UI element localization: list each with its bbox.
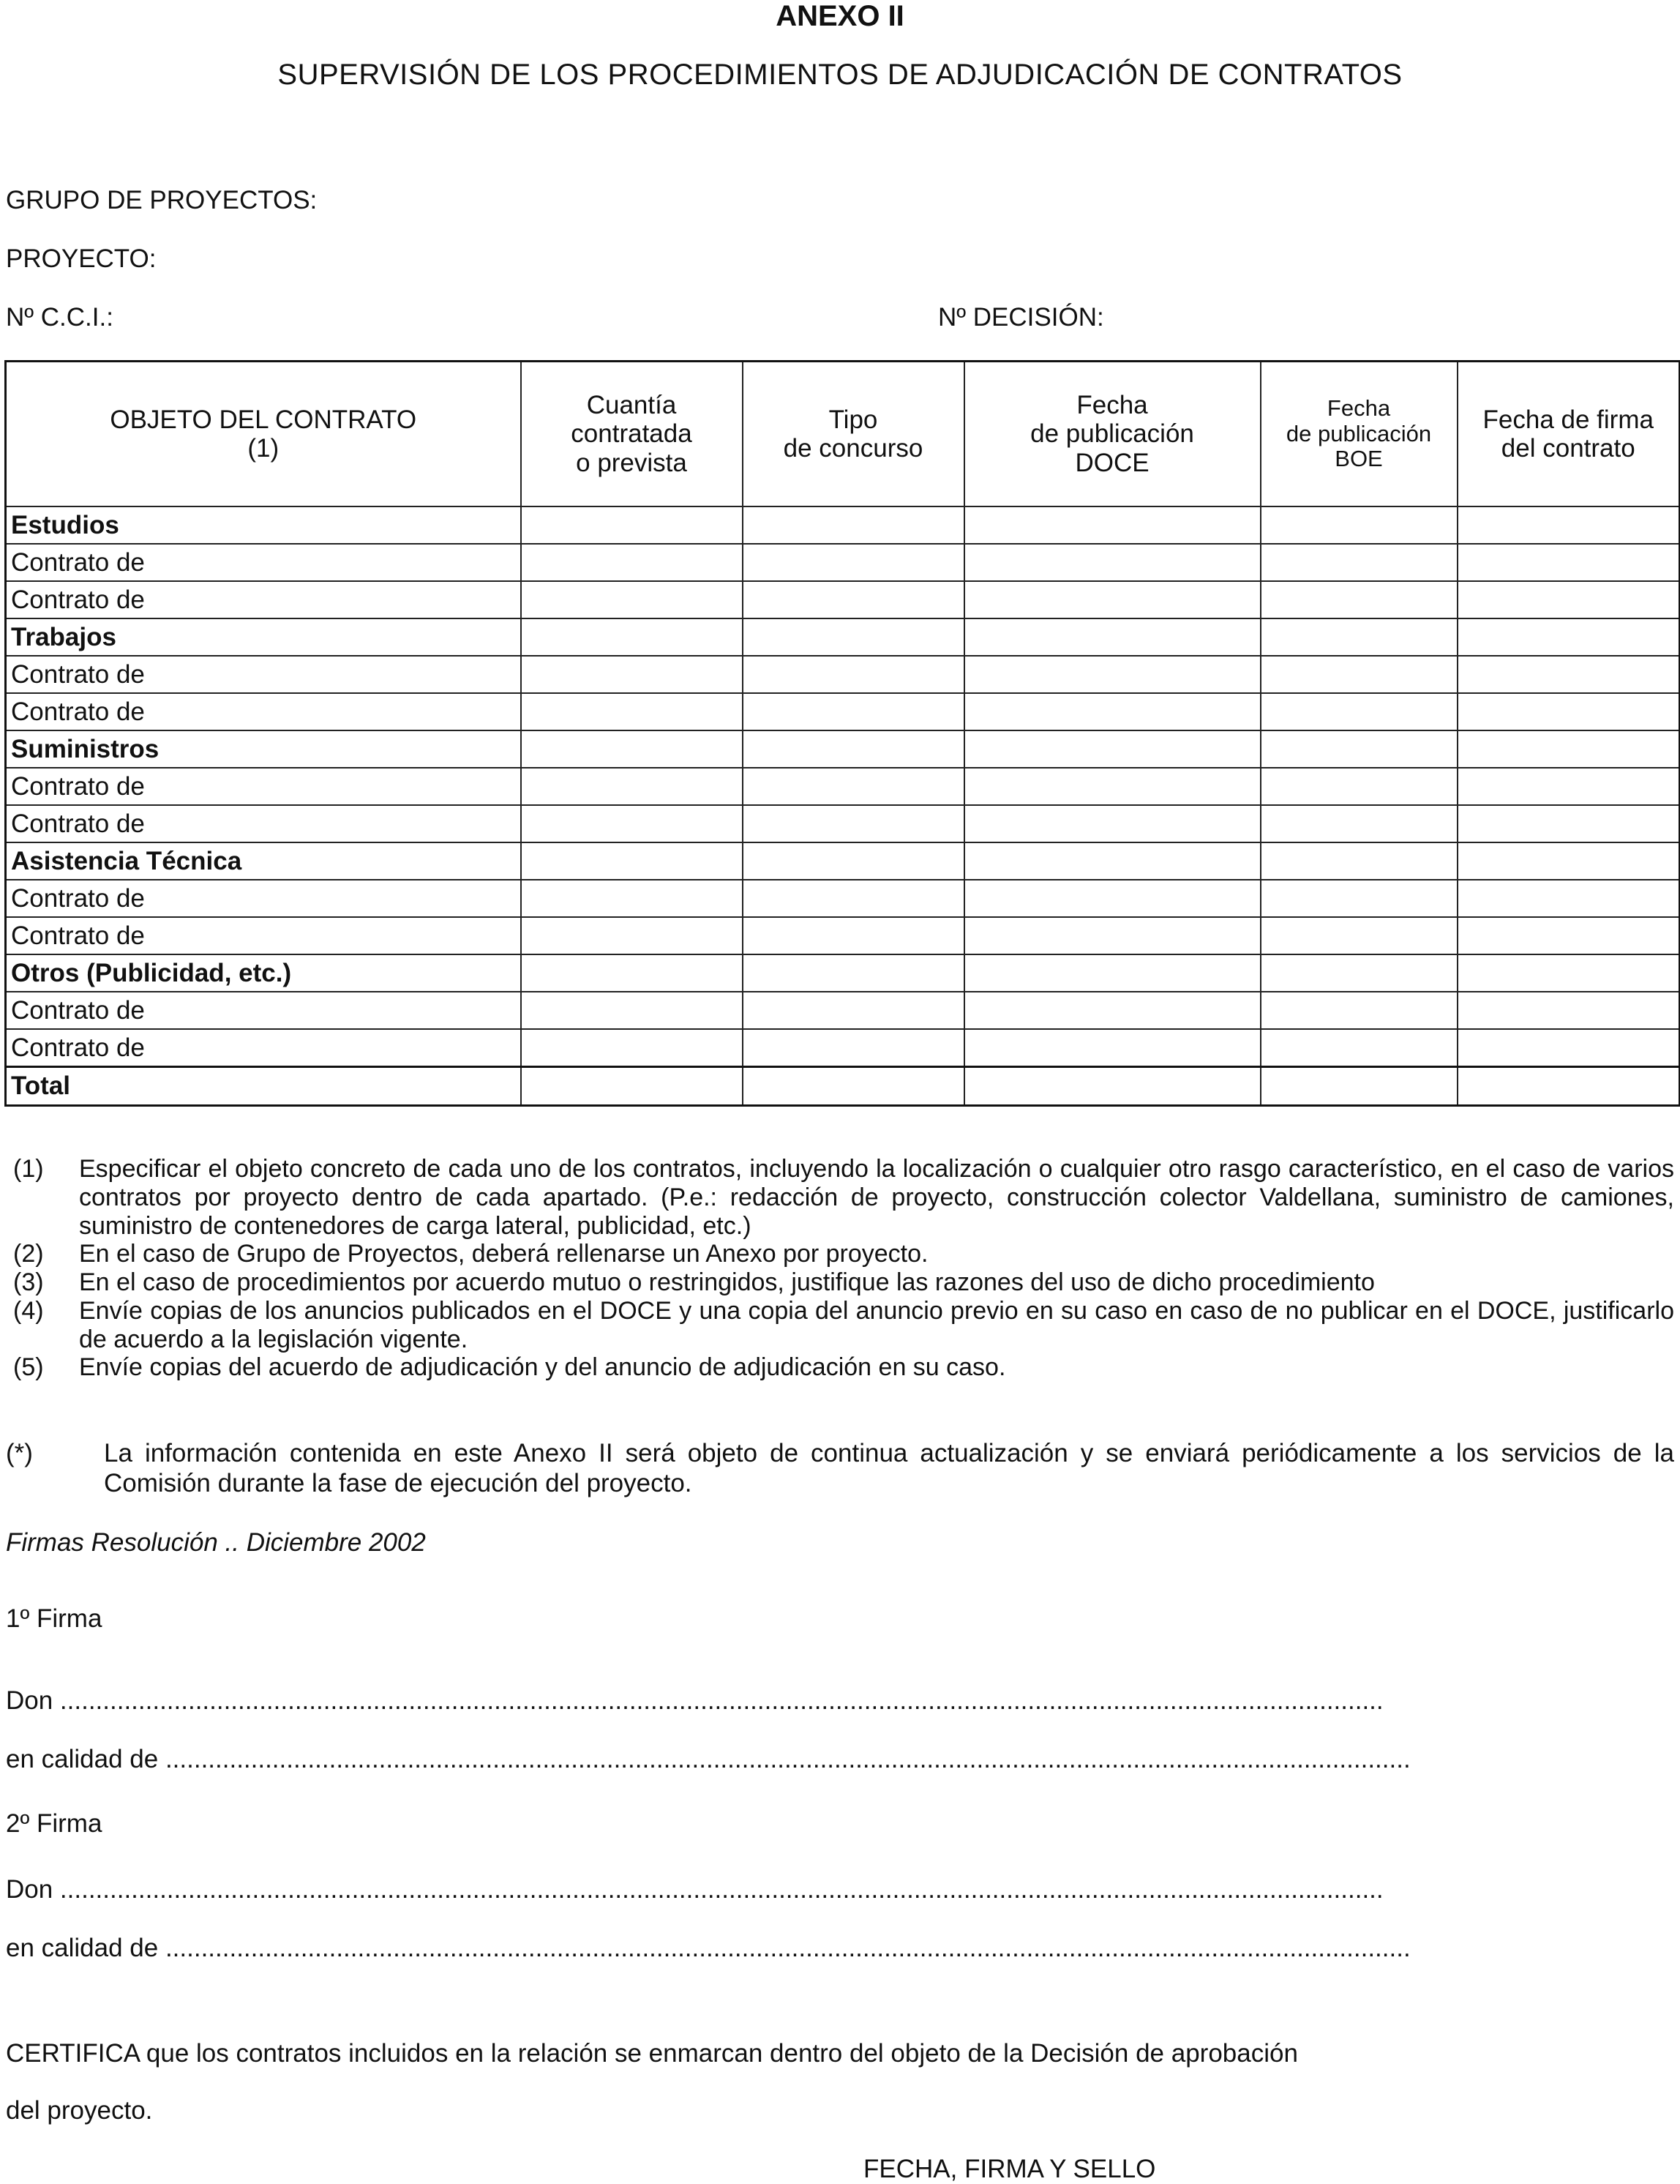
table-row	[6, 618, 1680, 656]
empty-cell[interactable]	[1261, 544, 1458, 581]
empty-cell[interactable]	[743, 693, 964, 730]
empty-cell[interactable]	[1261, 1029, 1458, 1067]
empty-cell[interactable]	[743, 954, 964, 992]
total-cell[interactable]	[1261, 1067, 1458, 1106]
empty-cell[interactable]	[743, 506, 964, 544]
certification-text: CERTIFICA que los contratos incluidos en la relación se enmarcan dentro del objeto de la Decisión de aprobación	[6, 2039, 1298, 2068]
empty-cell[interactable]	[521, 581, 743, 618]
certification-text-continued: del proyecto.	[6, 2096, 153, 2125]
empty-cell[interactable]	[743, 768, 964, 805]
header-amount: Cuantía contratada o prevista	[521, 362, 743, 507]
header-doce-date: Fecha de publicación DOCE	[964, 362, 1261, 507]
first-signature-label: 1º Firma	[6, 1604, 102, 1633]
empty-cell[interactable]	[964, 656, 1261, 693]
empty-cell[interactable]	[1458, 618, 1680, 656]
empty-cell[interactable]	[743, 1029, 964, 1067]
empty-cell[interactable]	[743, 842, 964, 880]
footnote-item	[13, 1297, 1674, 1354]
contracts-table	[4, 360, 1680, 1107]
table-row	[6, 693, 1680, 730]
empty-cell[interactable]	[1261, 880, 1458, 917]
empty-cell[interactable]	[521, 506, 743, 544]
footnote-number: (1)	[13, 1155, 44, 1183]
total-cell[interactable]	[521, 1067, 743, 1106]
footnote-text: En el caso de procedimientos por acuerdo mutuo o restringidos, justifique las razones del uso de dicho procedimiento	[79, 1268, 1375, 1296]
category-label: Otros (Publicidad, etc.)	[6, 954, 521, 992]
total-cell[interactable]	[1458, 1067, 1680, 1106]
category-label: Estudios	[6, 506, 521, 544]
empty-cell[interactable]	[964, 618, 1261, 656]
empty-cell[interactable]	[964, 768, 1261, 805]
empty-cell[interactable]	[521, 693, 743, 730]
empty-cell[interactable]	[1261, 581, 1458, 618]
empty-cell[interactable]	[1458, 544, 1680, 581]
asterisk-note-text: La información contenida en este Anexo II será objeto de continua actualización y se enviará periódicamente a los servicios de la Comisión durante la fase de ejecución del proyecto.	[104, 1439, 1674, 1497]
empty-cell[interactable]	[964, 581, 1261, 618]
empty-cell[interactable]	[964, 992, 1261, 1029]
empty-cell[interactable]	[743, 992, 964, 1029]
contract-label: Contrato de	[6, 768, 521, 805]
empty-cell[interactable]	[1261, 805, 1458, 842]
empty-cell[interactable]	[743, 880, 964, 917]
contract-label: Contrato de	[6, 693, 521, 730]
table-row	[6, 992, 1680, 1029]
project-group-label: GRUPO DE PROYECTOS:	[6, 186, 318, 214]
empty-cell[interactable]	[743, 730, 964, 768]
empty-cell[interactable]	[1458, 506, 1680, 544]
date-signature-stamp-label: FECHA, FIRMA Y SELLO	[863, 2155, 1156, 2183]
header-boe-date: Fecha de publicación BOE	[1261, 362, 1458, 507]
empty-cell[interactable]	[1261, 992, 1458, 1029]
footnote-number: (2)	[13, 1240, 44, 1268]
total-row	[6, 1067, 1680, 1106]
empty-cell[interactable]	[521, 618, 743, 656]
table-row	[6, 768, 1680, 805]
empty-cell[interactable]	[964, 917, 1261, 954]
empty-cell[interactable]	[1458, 805, 1680, 842]
second-signature-label: 2º Firma	[6, 1809, 102, 1838]
empty-cell[interactable]	[1261, 618, 1458, 656]
empty-cell[interactable]	[964, 954, 1261, 992]
empty-cell[interactable]	[743, 544, 964, 581]
total-cell[interactable]	[743, 1067, 964, 1106]
footnote-text: Especificar el objeto concreto de cada uno de los contratos, incluyendo la localización o cualquier otro rasgo característico, en el caso de varios contratos por proyecto dentro de cada apartado. (P.e.: redacción de proyecto, construcción colector Valdellana, suministro de camiones, suministro de contenedores de carga lateral, publicidad, etc.)	[79, 1155, 1674, 1240]
cci-number-label: Nº C.C.I.:	[6, 303, 113, 332]
empty-cell[interactable]	[1261, 730, 1458, 768]
empty-cell[interactable]	[521, 992, 743, 1029]
empty-cell[interactable]	[743, 656, 964, 693]
table-row	[6, 917, 1680, 954]
header-tender-type: Tipo de concurso	[743, 362, 964, 507]
empty-cell[interactable]	[521, 768, 743, 805]
footnote-item	[13, 1240, 1674, 1268]
table-row	[6, 880, 1680, 917]
empty-cell[interactable]	[521, 805, 743, 842]
first-don-line: Don ..........................................................................................................................................................................................	[6, 1686, 1384, 1715]
contract-label: Contrato de	[6, 1029, 521, 1067]
footnote-text: Envíe copias de los anuncios publicados en el DOCE y una copia del anuncio previo en su caso en caso de no publicar en el DOCE, justificarlo de acuerdo a la legislación vigente.	[79, 1296, 1674, 1353]
asterisk-note-marker: (*)	[6, 1439, 33, 1467]
contract-label: Contrato de	[6, 544, 521, 581]
project-label: PROYECTO:	[6, 244, 157, 273]
empty-cell[interactable]	[521, 880, 743, 917]
table-row	[6, 1029, 1680, 1067]
category-label: Suministros	[6, 730, 521, 768]
contract-label: Contrato de	[6, 805, 521, 842]
empty-cell[interactable]	[521, 730, 743, 768]
table-row	[6, 730, 1680, 768]
table-row	[6, 954, 1680, 992]
footnote-item	[13, 1155, 1674, 1240]
table-row	[6, 506, 1680, 544]
empty-cell[interactable]	[521, 656, 743, 693]
signatures-heading: Firmas Resolución .. Diciembre 2002	[6, 1528, 426, 1557]
total-cell[interactable]	[964, 1067, 1261, 1106]
contract-label: Contrato de	[6, 581, 521, 618]
footnote-number: (5)	[13, 1353, 44, 1382]
empty-cell[interactable]	[964, 730, 1261, 768]
empty-cell[interactable]	[964, 880, 1261, 917]
footnote-text: En el caso de Grupo de Proyectos, deberá rellenarse un Anexo por proyecto.	[79, 1240, 929, 1268]
empty-cell[interactable]	[1261, 693, 1458, 730]
table-header-row	[6, 362, 1680, 507]
empty-cell[interactable]	[964, 1029, 1261, 1067]
empty-cell[interactable]	[743, 618, 964, 656]
second-don-line: Don ..........................................................................................................................................................................................	[6, 1875, 1384, 1904]
document-subtitle: SUPERVISIÓN DE LOS PROCEDIMIENTOS DE ADJUDICACIÓN DE CONTRATOS	[277, 59, 1403, 91]
empty-cell[interactable]	[521, 917, 743, 954]
footnote-number: (4)	[13, 1296, 44, 1325]
table-row	[6, 581, 1680, 618]
empty-cell[interactable]	[1458, 581, 1680, 618]
footnote-item	[13, 1353, 1674, 1382]
footnote-number: (3)	[13, 1268, 44, 1296]
annex-title: ANEXO II	[776, 0, 904, 32]
empty-cell[interactable]	[1261, 768, 1458, 805]
contract-label: Contrato de	[6, 992, 521, 1029]
empty-cell[interactable]	[964, 506, 1261, 544]
empty-cell[interactable]	[1458, 656, 1680, 693]
empty-cell[interactable]	[1458, 917, 1680, 954]
empty-cell[interactable]	[1458, 880, 1680, 917]
table-row	[6, 842, 1680, 880]
contract-label: Contrato de	[6, 917, 521, 954]
empty-cell[interactable]	[1261, 506, 1458, 544]
header-contract-object: OBJETO DEL CONTRATO (1)	[6, 362, 521, 507]
asterisk-note	[6, 1439, 1674, 1499]
empty-cell[interactable]	[1458, 693, 1680, 730]
empty-cell[interactable]	[964, 693, 1261, 730]
total-label: Total	[6, 1067, 521, 1106]
empty-cell[interactable]	[1458, 768, 1680, 805]
empty-cell[interactable]	[521, 1029, 743, 1067]
empty-cell[interactable]	[1261, 842, 1458, 880]
empty-cell[interactable]	[1261, 656, 1458, 693]
empty-cell[interactable]	[1458, 954, 1680, 992]
footnote-text: Envíe copias del acuerdo de adjudicación y del anuncio de adjudicación en su caso.	[79, 1353, 1006, 1382]
contract-label: Contrato de	[6, 880, 521, 917]
header-signature-date: Fecha de firma del contrato	[1458, 362, 1680, 507]
empty-cell[interactable]	[743, 805, 964, 842]
contract-label: Contrato de	[6, 656, 521, 693]
empty-cell[interactable]	[964, 842, 1261, 880]
empty-cell[interactable]	[521, 544, 743, 581]
empty-cell[interactable]	[1261, 954, 1458, 992]
empty-cell[interactable]	[521, 842, 743, 880]
category-label: Asistencia Técnica	[6, 842, 521, 880]
empty-cell[interactable]	[1458, 992, 1680, 1029]
category-label: Trabajos	[6, 618, 521, 656]
empty-cell[interactable]	[521, 954, 743, 992]
table-row	[6, 656, 1680, 693]
footnotes	[13, 1155, 1674, 1382]
empty-cell[interactable]	[743, 581, 964, 618]
decision-number-label: Nº DECISIÓN:	[938, 303, 1104, 332]
empty-cell[interactable]	[1458, 730, 1680, 768]
empty-cell[interactable]	[964, 544, 1261, 581]
empty-cell[interactable]	[1261, 917, 1458, 954]
empty-cell[interactable]	[964, 805, 1261, 842]
empty-cell[interactable]	[743, 917, 964, 954]
empty-cell[interactable]	[1458, 842, 1680, 880]
second-capacity-line: en calidad de ...............................................................................................................................................................................	[6, 1934, 1411, 1962]
table-row	[6, 544, 1680, 581]
first-capacity-line: en calidad de ...............................................................................................................................................................................	[6, 1745, 1411, 1773]
table-row	[6, 805, 1680, 842]
footnote-item	[13, 1268, 1674, 1297]
empty-cell[interactable]	[1458, 1029, 1680, 1067]
